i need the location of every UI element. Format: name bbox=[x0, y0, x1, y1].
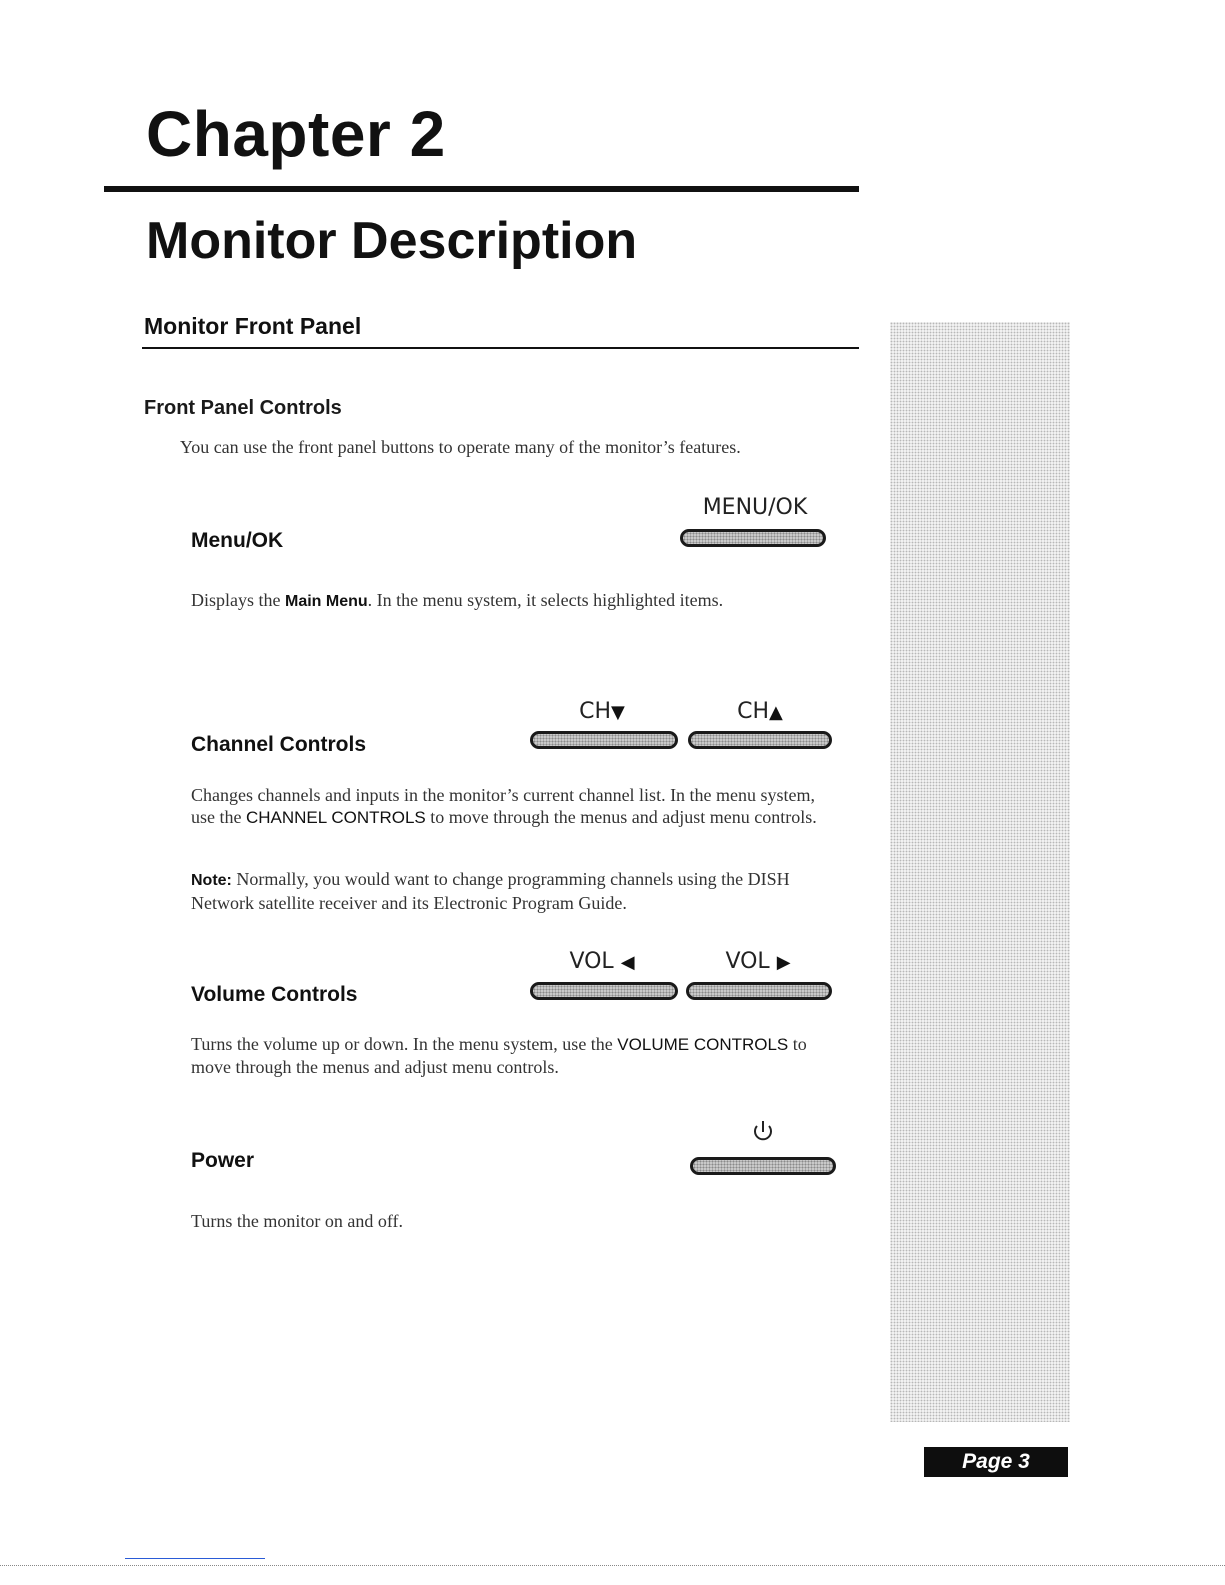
ch-down-button bbox=[530, 731, 678, 749]
triangle-right-icon: ▶ bbox=[776, 952, 791, 973]
chapter-heading: Chapter 2 bbox=[146, 98, 446, 170]
subsection-heading: Front Panel Controls bbox=[144, 397, 342, 419]
triangle-left-icon: ◀ bbox=[620, 952, 635, 973]
menu-ok-button-label: MENU/OK bbox=[702, 495, 808, 520]
power-title: Power bbox=[191, 1149, 255, 1172]
side-band bbox=[890, 322, 1070, 1422]
footer-link-line bbox=[125, 1558, 265, 1559]
channel-note: Note: Normally, you would want to change programming channels using the DISH Network satellite receiver and its Electronic Program Guide. bbox=[191, 869, 790, 913]
power-description: Turns the monitor on and off. bbox=[191, 1211, 404, 1231]
menu-ok-description: Displays the Main Menu. In the menu system, it selects highlighted items. bbox=[191, 590, 724, 610]
channel-controls-description: Changes channels and inputs in the monitor’s current channel list. In the menu system, use the CHANNEL CONTROLS to move through the menus and adjust menu controls. bbox=[191, 785, 817, 827]
vol-right-button bbox=[686, 982, 832, 1000]
vol-left-button bbox=[530, 982, 678, 1000]
volume-controls-title: Volume Controls bbox=[191, 983, 358, 1006]
section-heading: Monitor Front Panel bbox=[144, 313, 362, 339]
chapter-rule bbox=[104, 186, 859, 192]
section-rule bbox=[142, 347, 859, 349]
channel-controls-title: Channel Controls bbox=[191, 733, 367, 756]
page-number-badge: Page 3 bbox=[924, 1447, 1068, 1477]
footer-dotted-line bbox=[0, 1565, 1225, 1566]
triangle-up-icon: ▲ bbox=[769, 702, 783, 723]
vol-left-label: VOL ◀ bbox=[569, 949, 635, 974]
menu-ok-button bbox=[680, 529, 826, 547]
ch-up-button bbox=[688, 731, 832, 749]
intro-text: You can use the front panel buttons to operate many of the monitor’s features. bbox=[180, 437, 741, 457]
ch-down-label: CH▼ bbox=[579, 699, 625, 724]
ch-up-label: CH▲ bbox=[737, 699, 783, 724]
vol-right-label: VOL ▶ bbox=[725, 949, 791, 974]
power-button bbox=[690, 1157, 836, 1175]
power-icon bbox=[750, 1118, 776, 1146]
volume-controls-description: Turns the volume up or down. In the menu system, use the VOLUME CONTROLS to move through the menus and adjust menu controls. bbox=[191, 1034, 807, 1077]
menu-ok-title: Menu/OK bbox=[191, 529, 284, 552]
triangle-down-icon: ▼ bbox=[611, 702, 625, 723]
page-title: Monitor Description bbox=[146, 212, 638, 270]
